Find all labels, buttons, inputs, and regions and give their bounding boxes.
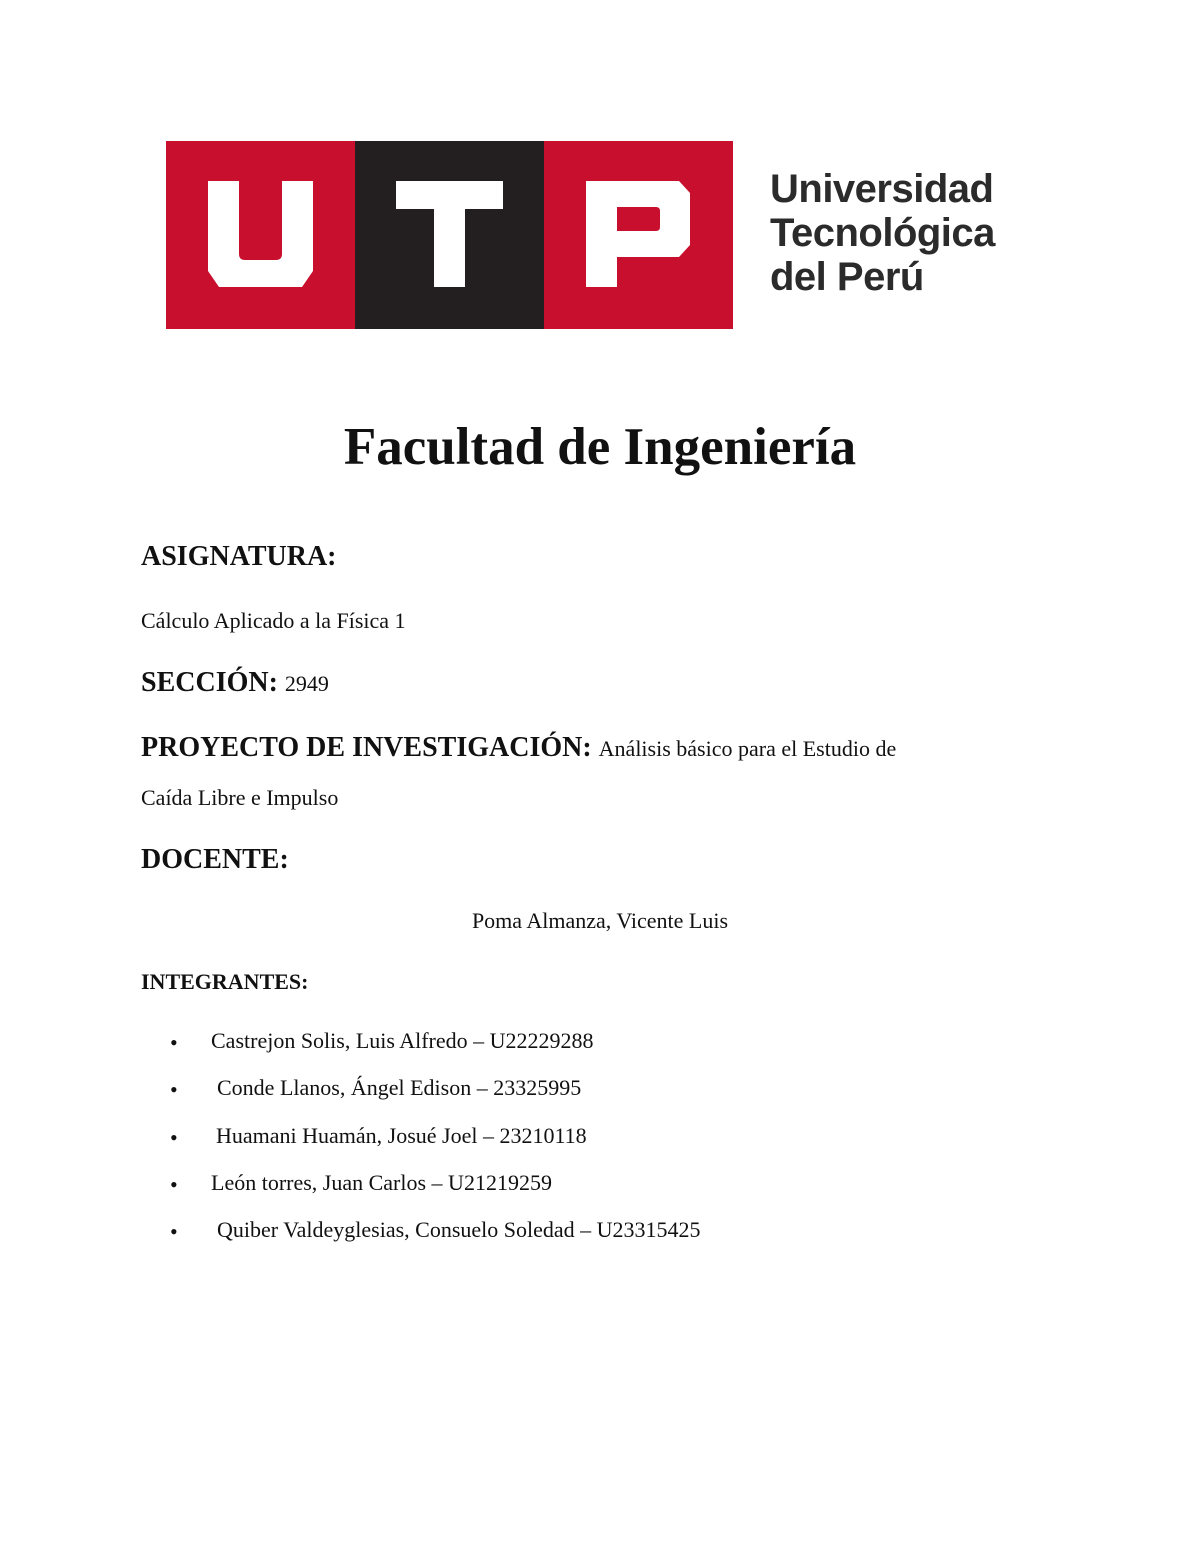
asignatura-value: Cálculo Aplicado a la Física 1: [141, 608, 406, 633]
bullet-icon: •: [170, 1077, 178, 1103]
member-name: Quiber Valdeyglesias, Consuelo Soledad – U23315425: [217, 1217, 701, 1243]
docente-label: DOCENTE:: [141, 844, 289, 875]
university-name: [770, 167, 995, 299]
bullet-icon: •: [170, 1124, 178, 1150]
page-title: Facultad de Ingeniería: [343, 418, 857, 476]
seccion-value: 2949: [284, 671, 329, 696]
university-name-line: Tecnológica: [770, 211, 995, 255]
bullet-icon: •: [170, 1219, 178, 1245]
integrantes-label: INTEGRANTES:: [141, 969, 309, 994]
bullet-icon: •: [170, 1171, 178, 1197]
member-name: Conde Llanos, Ángel Edison – 23325995: [217, 1075, 582, 1101]
docente-value: Poma Almanza, Vicente Luis: [471, 908, 729, 933]
logo-letter-t-icon: [355, 141, 544, 329]
logo-letter-p-icon: [544, 141, 733, 329]
proyecto-line: [141, 731, 896, 766]
proyecto-value-continued: Caída Libre e Impulso: [141, 785, 339, 810]
member-name: Castrejon Solis, Luis Alfredo – U22229288: [211, 1028, 594, 1053]
university-name-line: Universidad: [770, 167, 994, 211]
bullet-icon: •: [170, 1030, 178, 1055]
logo-block-u: [166, 141, 355, 329]
logo-block-t: [355, 141, 544, 329]
logo-block-p: [544, 141, 733, 329]
seccion-label: SECCIÓN:: [141, 667, 278, 698]
logo-letter-u-icon: [166, 141, 355, 329]
proyecto-value: Análisis básico para el Estudio de: [598, 736, 897, 761]
university-name-line: del Perú: [770, 255, 924, 299]
utp-logo: [166, 141, 1034, 329]
proyecto-label: PROYECTO DE INVESTIGACIÓN:: [141, 732, 592, 763]
asignatura-label: ASIGNATURA:: [141, 541, 337, 572]
member-name: Huamani Huamán, Josué Joel – 23210118: [216, 1122, 587, 1148]
member-name: León torres, Juan Carlos – U21219259: [211, 1169, 552, 1195]
seccion-line: [141, 666, 329, 701]
